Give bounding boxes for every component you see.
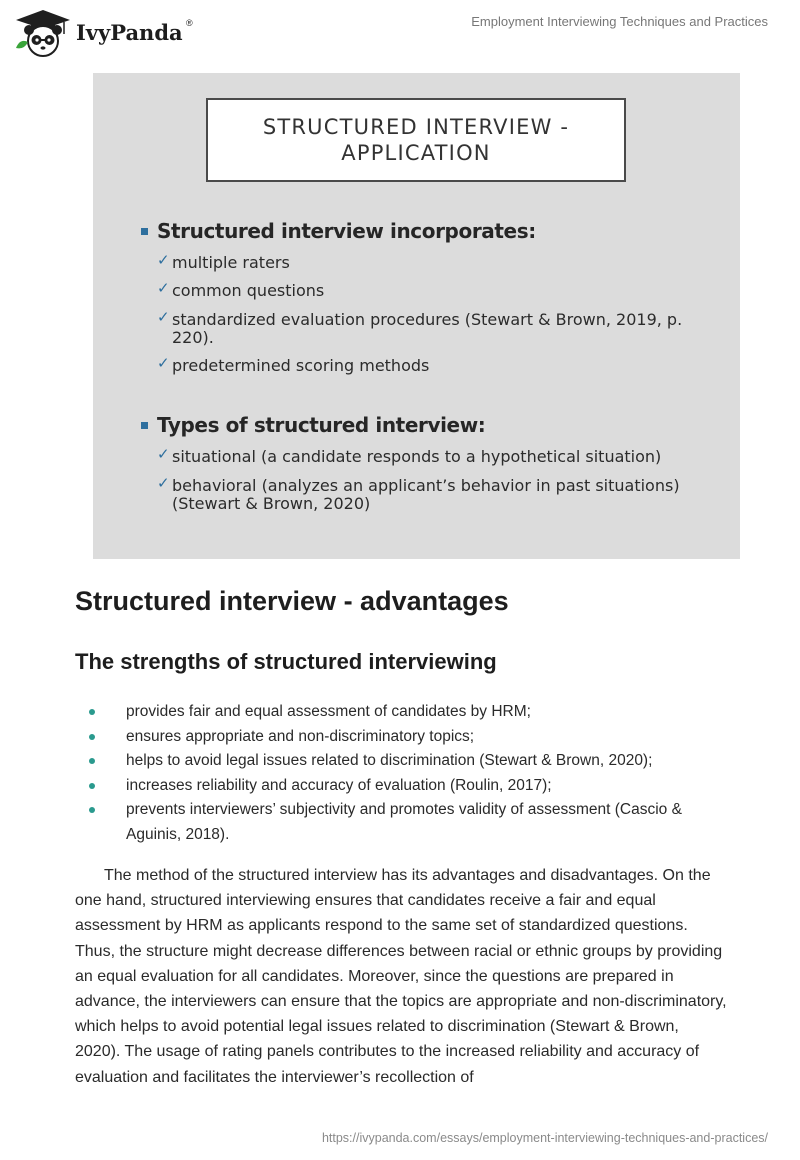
square-bullet-icon [141, 228, 148, 235]
slide-list-item: multiple raters [172, 253, 290, 272]
subsection-heading: The strengths of structured interviewing [75, 649, 497, 674]
check-icon: ✓ [157, 251, 170, 269]
square-bullet-icon [141, 422, 148, 429]
slide-list-item: behavioral (analyzes an applicant’s behavior in past situations) (Stewart & Brown, 2020) [172, 476, 680, 513]
source-url-link[interactable]: https://ivypanda.com/essays/employment-interviewing-techniques-and-practices/ [321, 1131, 768, 1145]
slide-list-item: predetermined scoring methods [172, 356, 430, 375]
bullet-dot-icon [89, 709, 95, 715]
list-item-text: helps to avoid legal issues related to discrimination (Stewart & Brown, 2020); [126, 752, 653, 769]
panda-graduate-icon [14, 8, 72, 58]
slide-section-heading: Types of structured interview: [157, 413, 486, 437]
bullet-dot-icon [89, 783, 95, 789]
slide-list-item: common questions [172, 281, 325, 300]
check-icon: ✓ [157, 279, 170, 297]
strengths-list [75, 700, 725, 847]
document-title: Employment Interviewing Techniques and Practices [471, 14, 768, 29]
section-heading: Structured interview - advantages [75, 586, 509, 616]
bullet-dot-icon [89, 758, 95, 764]
bullet-dot-icon [89, 734, 95, 740]
list-item [75, 774, 725, 799]
slide-title: STRUCTURED INTERVIEW - APPLICATION [262, 115, 570, 165]
slide-image [93, 73, 740, 559]
check-icon: ✓ [157, 445, 170, 463]
check-icon: ✓ [157, 354, 170, 372]
list-item-text: prevents interviewers’ subjectivity and promotes validity of assessment (Cascio & Aguinis, 2018). [126, 801, 682, 843]
list-item [75, 798, 725, 847]
slide-section-heading: Structured interview incorporates: [157, 219, 536, 243]
body-paragraph: The method of the structured interview has its advantages and disadvantages. On the one hand, structured interviewing ensures that candidates receive a fair and equal assessment by HRM as applicants respond to the same set of standardized questions. Thus, the structure might decrease differences between racial or ethnic groups by providing an equal evaluation for all candidates. Moreover, since the questions are prepared in advance, the interviewers can ensure that the topics are appropriate and non-discriminatory, which helps to avoid potential legal issues related to discrimination (Stewart & Brown, 2020). The usage of rating panels contributes to the increased reliability and accuracy of evaluation and facilitates the interviewer’s recollection of [75, 867, 727, 1086]
list-item-text: provides fair and equal assessment of candidates by HRM; [126, 703, 531, 720]
registered-mark: ® [186, 18, 193, 28]
slide-list-item: standardized evaluation procedures (Stewart & Brown, 2019, p. 220). [172, 310, 683, 347]
slide-list-item: situational (a candidate responds to a hypothetical situation) [172, 447, 662, 466]
logo-text: IvyPanda [76, 20, 183, 45]
check-icon: ✓ [157, 308, 170, 326]
list-item [75, 725, 725, 750]
list-item-text: ensures appropriate and non-discriminatory topics; [126, 727, 475, 745]
list-item-text: increases reliability and accuracy of evaluation (Roulin, 2017); [126, 776, 552, 794]
bullet-dot-icon [89, 807, 95, 813]
check-icon: ✓ [157, 474, 170, 492]
slide-title-box [206, 98, 626, 182]
logo[interactable] [14, 8, 214, 56]
list-item [75, 700, 725, 725]
list-item [75, 749, 725, 774]
